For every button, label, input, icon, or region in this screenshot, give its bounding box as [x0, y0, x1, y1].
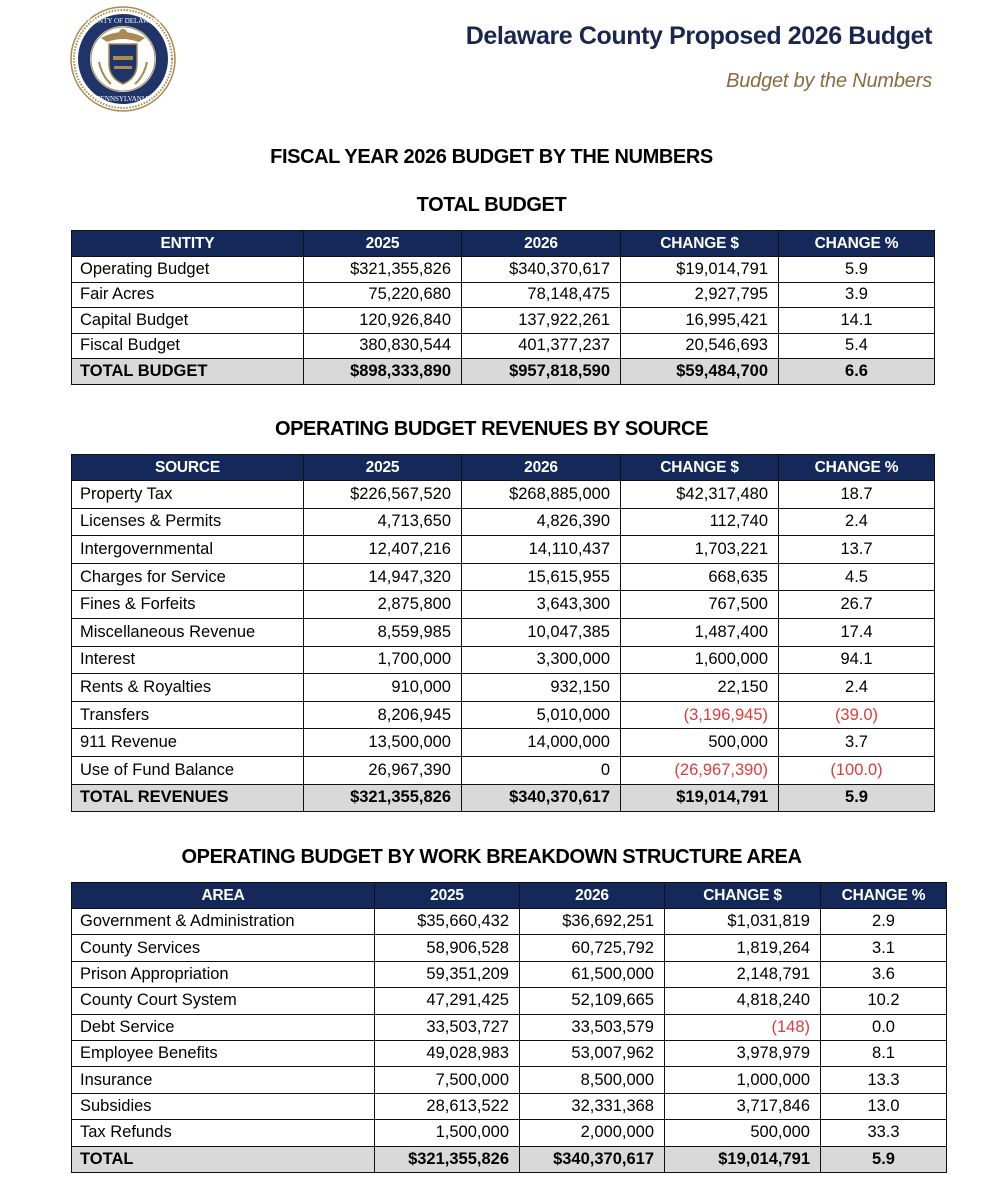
- table-header-row: [72, 231, 935, 257]
- change-percent: 2.4: [779, 674, 935, 702]
- change-amount: 3,717,846: [665, 1093, 821, 1119]
- change-percent: 13.0: [821, 1093, 947, 1119]
- row-label: TOTAL REVENUES: [72, 784, 304, 812]
- change-amount: 4,818,240: [665, 988, 821, 1014]
- value-2025: 75,220,680: [304, 282, 462, 308]
- value-2026: 33,503,579: [520, 1014, 665, 1040]
- value-2026: 401,377,237: [462, 333, 621, 359]
- value-2026: 14,000,000: [462, 729, 621, 757]
- table-row: [72, 591, 935, 619]
- value-2025: 13,500,000: [304, 729, 462, 757]
- value-2026: 0: [462, 756, 621, 784]
- change-percent: 2.9: [821, 909, 947, 935]
- change-amount: 1,703,221: [621, 536, 779, 564]
- change-amount: $1,031,819: [665, 909, 821, 935]
- column-header: SOURCE: [72, 455, 304, 481]
- total-row: [72, 1146, 947, 1172]
- column-header: CHANGE %: [779, 455, 935, 481]
- document-subtitle: Budget by the Numbers: [726, 70, 932, 92]
- row-label: Debt Service: [72, 1014, 375, 1040]
- table-row: [72, 1014, 947, 1040]
- change-percent: 0.0: [821, 1014, 947, 1040]
- row-label: Interest: [72, 646, 304, 674]
- column-header: CHANGE $: [621, 231, 779, 257]
- table-row: [72, 536, 935, 564]
- change-amount: 112,740: [621, 508, 779, 536]
- column-header: CHANGE $: [621, 455, 779, 481]
- value-2025: 33,503,727: [375, 1014, 520, 1040]
- table-row: [72, 282, 935, 308]
- value-2025: 380,830,544: [304, 333, 462, 359]
- column-header: 2025: [304, 455, 462, 481]
- value-2025: $321,355,826: [375, 1146, 520, 1172]
- value-2026: 2,000,000: [520, 1120, 665, 1146]
- change-percent: 5.9: [779, 784, 935, 812]
- change-percent: 5.9: [779, 257, 935, 283]
- row-label: Miscellaneous Revenue: [72, 618, 304, 646]
- value-2026: 10,047,385: [462, 618, 621, 646]
- row-label: Use of Fund Balance: [72, 756, 304, 784]
- change-amount: 2,927,795: [621, 282, 779, 308]
- row-label: Rents & Royalties: [72, 674, 304, 702]
- row-label: County Services: [72, 935, 375, 961]
- change-percent: 4.5: [779, 563, 935, 591]
- row-label: Intergovernmental: [72, 536, 304, 564]
- change-percent: 14.1: [779, 308, 935, 334]
- value-2026: 137,922,261: [462, 308, 621, 334]
- value-2026: 32,331,368: [520, 1093, 665, 1119]
- value-2025: 4,713,650: [304, 508, 462, 536]
- change-percent: 5.4: [779, 333, 935, 359]
- change-percent: 94.1: [779, 646, 935, 674]
- table-row: [72, 1093, 947, 1119]
- row-label: Government & Administration: [72, 909, 375, 935]
- total-row: [72, 359, 935, 385]
- row-label: Prison Appropriation: [72, 961, 375, 987]
- value-2025: 28,613,522: [375, 1093, 520, 1119]
- page-heading: FISCAL YEAR 2026 BUDGET BY THE NUMBERS: [270, 146, 713, 168]
- value-2025: 2,875,800: [304, 591, 462, 619]
- change-amount: 1,600,000: [621, 646, 779, 674]
- change-amount: $19,014,791: [621, 784, 779, 812]
- county-seal-icon: [69, 6, 177, 112]
- change-amount: 500,000: [621, 729, 779, 757]
- value-2025: 59,351,209: [375, 961, 520, 987]
- row-label: Subsidies: [72, 1093, 375, 1119]
- table-row: [72, 701, 935, 729]
- table-row: [72, 333, 935, 359]
- value-2026: $340,370,617: [520, 1146, 665, 1172]
- value-2026: 60,725,792: [520, 935, 665, 961]
- change-percent: 26.7: [779, 591, 935, 619]
- value-2026: 4,826,390: [462, 508, 621, 536]
- value-2026: $957,818,590: [462, 359, 621, 385]
- table-row: [72, 988, 947, 1014]
- table-row: [72, 563, 935, 591]
- value-2026: 5,010,000: [462, 701, 621, 729]
- column-header: ENTITY: [72, 231, 304, 257]
- table-row: [72, 646, 935, 674]
- change-percent: 18.7: [779, 481, 935, 509]
- table-row: [72, 508, 935, 536]
- value-2026: 3,643,300: [462, 591, 621, 619]
- value-2026: 932,150: [462, 674, 621, 702]
- change-percent: 6.6: [779, 359, 935, 385]
- change-amount: 16,995,421: [621, 308, 779, 334]
- value-2026: 14,110,437: [462, 536, 621, 564]
- change-amount: $59,484,700: [621, 359, 779, 385]
- table-row: [72, 935, 947, 961]
- table-row: [72, 308, 935, 334]
- value-2025: 58,906,528: [375, 935, 520, 961]
- wbs-title: OPERATING BUDGET BY WORK BREAKDOWN STRUCTURE AREA: [181, 846, 802, 868]
- table-row: [72, 257, 935, 283]
- value-2025: 49,028,983: [375, 1040, 520, 1066]
- column-header: CHANGE %: [779, 231, 935, 257]
- change-amount: 22,150: [621, 674, 779, 702]
- row-label: Fines & Forfeits: [72, 591, 304, 619]
- table-row: [72, 729, 935, 757]
- row-label: Operating Budget: [72, 257, 304, 283]
- change-amount: 668,635: [621, 563, 779, 591]
- value-2025: 26,967,390: [304, 756, 462, 784]
- document-title: Delaware County Proposed 2026 Budget: [465, 22, 932, 50]
- table-row: [72, 1067, 947, 1093]
- row-label: Tax Refunds: [72, 1120, 375, 1146]
- table-row: [72, 674, 935, 702]
- column-header: 2026: [462, 231, 621, 257]
- row-label: Licenses & Permits: [72, 508, 304, 536]
- change-percent: 3.9: [779, 282, 935, 308]
- change-amount: $19,014,791: [665, 1146, 821, 1172]
- value-2025: 120,926,840: [304, 308, 462, 334]
- row-label: TOTAL BUDGET: [72, 359, 304, 385]
- table-row: [72, 961, 947, 987]
- change-amount: $19,014,791: [621, 257, 779, 283]
- change-amount-negative: (148): [665, 1014, 821, 1040]
- table-row: [72, 618, 935, 646]
- change-percent: 13.7: [779, 536, 935, 564]
- change-amount: 1,487,400: [621, 618, 779, 646]
- total-budget-title: TOTAL BUDGET: [416, 194, 567, 216]
- value-2026: $340,370,617: [462, 784, 621, 812]
- change-amount-negative: (26,967,390): [621, 756, 779, 784]
- column-header: 2026: [462, 455, 621, 481]
- svg-text:COUNTY OF DELAWARE: COUNTY OF DELAWARE: [83, 17, 163, 25]
- value-2025: 14,947,320: [304, 563, 462, 591]
- total-budget-table: [71, 230, 935, 385]
- revenues-title: OPERATING BUDGET REVENUES BY SOURCE: [274, 418, 709, 440]
- table-row: [72, 756, 935, 784]
- change-percent: 10.2: [821, 988, 947, 1014]
- table-header-row: [72, 455, 935, 481]
- column-header: 2026: [520, 883, 665, 909]
- change-percent: 3.1: [821, 935, 947, 961]
- table-row: [72, 481, 935, 509]
- value-2026: 61,500,000: [520, 961, 665, 987]
- row-label: Transfers: [72, 701, 304, 729]
- value-2025: 47,291,425: [375, 988, 520, 1014]
- change-amount: 2,148,791: [665, 961, 821, 987]
- value-2026: $268,885,000: [462, 481, 621, 509]
- value-2026: 3,300,000: [462, 646, 621, 674]
- row-label: Charges for Service: [72, 563, 304, 591]
- wbs-table: [71, 882, 947, 1173]
- row-label: Employee Benefits: [72, 1040, 375, 1066]
- column-header: 2025: [375, 883, 520, 909]
- change-amount: 1,819,264: [665, 935, 821, 961]
- value-2025: 8,206,945: [304, 701, 462, 729]
- column-header: CHANGE $: [665, 883, 821, 909]
- column-header: AREA: [72, 883, 375, 909]
- total-row: [72, 784, 935, 812]
- row-label: Capital Budget: [72, 308, 304, 334]
- table-row: [72, 1120, 947, 1146]
- change-amount-negative: (3,196,945): [621, 701, 779, 729]
- value-2025: $321,355,826: [304, 784, 462, 812]
- change-amount: 3,978,979: [665, 1040, 821, 1066]
- change-percent: 5.9: [821, 1146, 947, 1172]
- revenues-table: [71, 454, 935, 812]
- change-percent: 3.6: [821, 961, 947, 987]
- value-2025: 12,407,216: [304, 536, 462, 564]
- column-header: CHANGE %: [821, 883, 947, 909]
- value-2025: $898,333,890: [304, 359, 462, 385]
- value-2025: 1,500,000: [375, 1120, 520, 1146]
- change-amount: 20,546,693: [621, 333, 779, 359]
- value-2025: $226,567,520: [304, 481, 462, 509]
- change-percent: 8.1: [821, 1040, 947, 1066]
- row-label: Property Tax: [72, 481, 304, 509]
- column-header: 2025: [304, 231, 462, 257]
- value-2026: 53,007,962: [520, 1040, 665, 1066]
- change-percent: 17.4: [779, 618, 935, 646]
- value-2026: 15,615,955: [462, 563, 621, 591]
- row-label: Fiscal Budget: [72, 333, 304, 359]
- change-percent: 33.3: [821, 1120, 947, 1146]
- value-2025: 8,559,985: [304, 618, 462, 646]
- value-2026: 78,148,475: [462, 282, 621, 308]
- value-2025: 1,700,000: [304, 646, 462, 674]
- value-2026: $340,370,617: [462, 257, 621, 283]
- change-percent-negative: (39.0): [779, 701, 935, 729]
- value-2025: $35,660,432: [375, 909, 520, 935]
- row-label: Fair Acres: [72, 282, 304, 308]
- row-label: TOTAL: [72, 1146, 375, 1172]
- row-label: 911 Revenue: [72, 729, 304, 757]
- change-percent: 13.3: [821, 1067, 947, 1093]
- svg-text:PENNSYLVANIA: PENNSYLVANIA: [96, 95, 150, 103]
- change-percent: 2.4: [779, 508, 935, 536]
- change-amount: $42,317,480: [621, 481, 779, 509]
- change-percent: 3.7: [779, 729, 935, 757]
- table-row: [72, 1040, 947, 1066]
- row-label: County Court System: [72, 988, 375, 1014]
- table-header-row: [72, 883, 947, 909]
- value-2026: 8,500,000: [520, 1067, 665, 1093]
- value-2025: $321,355,826: [304, 257, 462, 283]
- row-label: Insurance: [72, 1067, 375, 1093]
- value-2026: 52,109,665: [520, 988, 665, 1014]
- value-2026: $36,692,251: [520, 909, 665, 935]
- change-amount: 1,000,000: [665, 1067, 821, 1093]
- change-amount: 767,500: [621, 591, 779, 619]
- table-row: [72, 909, 947, 935]
- change-amount: 500,000: [665, 1120, 821, 1146]
- value-2025: 7,500,000: [375, 1067, 520, 1093]
- value-2025: 910,000: [304, 674, 462, 702]
- change-percent-negative: (100.0): [779, 756, 935, 784]
